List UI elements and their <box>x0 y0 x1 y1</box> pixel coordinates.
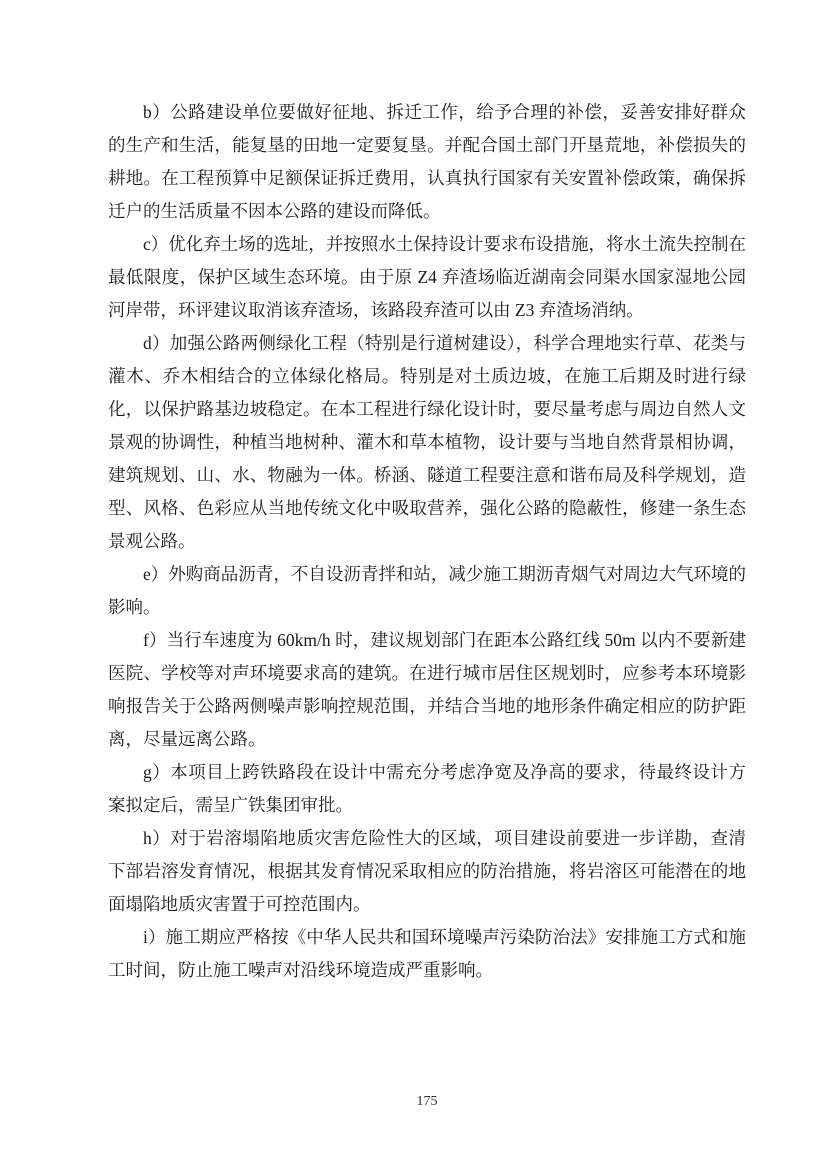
document-body <box>108 96 746 987</box>
page-footer <box>108 1092 746 1112</box>
paragraph-e: e）外购商品沥青，不自设沥青拌和站，减少施工期沥青烟气对周边大气环境的影响。 <box>108 564 746 617</box>
paragraph-g: g）本项目上跨铁路段在设计中需充分考虑净宽及净高的要求，待最终设计方案拟定后，需呈广铁集团审批。 <box>108 762 746 815</box>
page-number: 175 <box>416 1094 438 1109</box>
paragraph-c: c）优化弃土场的选址，并按照水土保持设计要求布设措施，将水土流失控制在最低限度，保护区域生态环境。由于原 Z4 弃渣场临近湖南会同渠水国家湿地公园河岸带，环评建议取消该弃渣场，该路段弃渣可以由 Z3 弃渣场消纳。 <box>108 234 746 320</box>
paragraph-d: d）加强公路两侧绿化工程（特别是行道树建设），科学合理地实行草、花类与灌木、乔木相结合的立体绿化格局。特别是对土质边坡，在施工后期及时进行绿化，以保护路基边坡稳定。在本工程进行绿化设计时，要尽量考虑与周边自然人文景观的协调性，种植当地树种、灌木和草本植物，设计要与当地自然背景相协调，建筑规划、山、水、物融为一体。桥涵、隧道工程要注意和谐布局及科学规划，造型、风格、色彩应从当地传统文化中吸取营养，强化公路的隐蔽性，修建一条生态景观公路。 <box>108 333 746 551</box>
paragraph-h: h）对于岩溶塌陷地质灾害危险性大的区域，项目建设前要进一步详勘，查清下部岩溶发育情况，根据其发育情况采取相应的防治措施，将岩溶区可能潜在的地面塌陷地质灾害置于可控范围内。 <box>108 828 746 914</box>
paragraph-i: i）施工期应严格按《中华人民共和国环境噪声污染防治法》安排施工方式和施工时间，防止施工噪声对沿线环境造成严重影响。 <box>108 927 746 980</box>
paragraph-f: f）当行车速度为 60km/h 时，建议规划部门在距本公路红线 50m 以内不要新建医院、学校等对声环境要求高的建筑。在进行城市居住区规划时，应参考本环境影响报告关于公路两侧噪声影响控规范围，并结合当地的地形条件确定相应的防护距离，尽量远离公路。 <box>108 630 746 749</box>
paragraph-b: b）公路建设单位要做好征地、拆迁工作，给予合理的补偿，妥善安排好群众的生产和生活，能复垦的田地一定要复垦。并配合国土部门开垦荒地，补偿损失的耕地。在工程预算中足额保证拆迁费用，认真执行国家有关安置补偿政策，确保拆迁户的生活质量不因本公路的建设而降低。 <box>108 102 746 221</box>
